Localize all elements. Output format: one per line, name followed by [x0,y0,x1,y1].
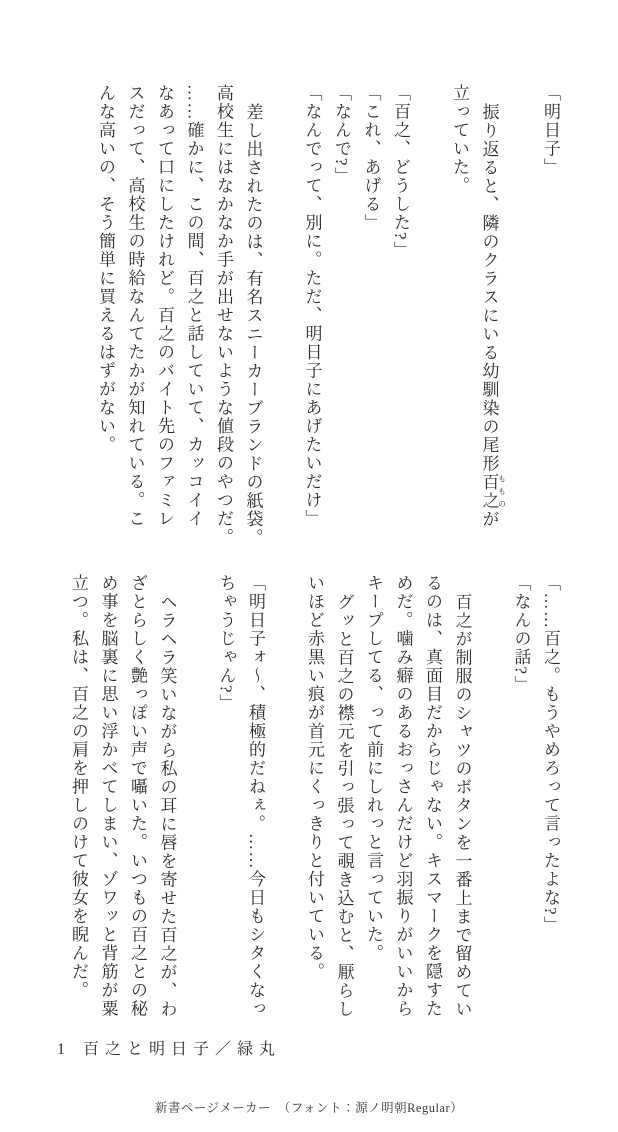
text-line: ざとらしく艶っぽい声で囁いた。いつもの百之との秘 [128,574,147,1018]
paragraph-group [91,84,268,566]
text-line: グッと百之の襟元を引っ張って覗き込むと、厭らし [334,592,354,1018]
text-line: 「明日子ォ〜、積極的だねぇ。……今日もシタくなっ [246,574,265,1018]
text-line: 「百之、どうした?」 [391,84,410,260]
paragraph-group [536,84,566,566]
paragraph-group [64,574,182,1056]
text-band-lower [64,574,566,1056]
text-line: 「明日子」 [541,84,560,177]
page-footer [57,1036,281,1059]
text-line: ちゃうじゃん?」 [216,574,236,713]
paragraph-group [211,574,270,1056]
page-number: 1 [57,1041,71,1058]
text-line: ヘラヘラ笑いながら私の耳に唇を寄せた百之が、わ [157,592,177,1018]
text-line: 百之が制服のシャツのボタンを一番上まで留めてい [452,592,472,1018]
text-line: 立つ。私は、百之の肩を押しのけて彼女を睨んだ。 [69,574,88,1000]
work-title: 百之と明日子／緑丸 [83,1041,282,1058]
text-line: 「なんで?」 [332,84,351,186]
paragraph-group [297,84,415,566]
text-line: るのは、真面目だからじゃない。キスマークを隠すた [423,574,442,1018]
text-line: んな高いの、そう簡単に買えるはずがない。 [96,84,115,454]
text-line: 差し出されたのは、有名スニーカーブランドの紙袋。 [243,102,263,547]
text-line: スだって、高校生の時給なんてたかが知れている。こ [125,84,145,528]
text-line: 振り返ると、隣のクラスにいる幼馴染の尾形百之 もものが [479,102,507,528]
text-line: キープしてる、って前にしれっと言っていた。 [364,574,383,963]
text-line: なあって口にしたけれど。百之のバイト先のファミレ [155,84,174,528]
text-line: 「これ、あげる」 [361,84,381,232]
paragraph-group [445,84,507,566]
text-band-upper [91,84,566,566]
text-line: 「なんの話?」 [511,574,531,695]
ruby-annotated-name: 百之 ももの [479,472,507,510]
text-line: 高校生にはなかなか手が出せないような値段のやつだ。 [214,84,233,547]
text-line: いほど赤黒い痕が首元にくっきりと付いている。 [305,574,324,981]
text-line: ……確かに、この間、百之と話していて、カッコイイ [184,84,204,528]
text-line: 「……百之。もうやめろって言ったよな?」 [541,574,560,935]
text-line: め事を脳裏に思い浮かべてしまい、ゾワッと背筋が粟 [98,574,118,1018]
paragraph-group [506,574,565,1056]
text-line: 「なんでって、別に。ただ、明日子にあげたいだけ」 [302,84,322,528]
text-line: 立っていた。 [450,84,469,195]
text-line: めだ。噛み癖のあるおっさんだけど羽振りがいいから [393,574,413,1018]
paragraph-group [300,574,477,1056]
generator-caption: 新書ページメーカー （フォント：源ノ明朝Regular） [154,1101,464,1115]
